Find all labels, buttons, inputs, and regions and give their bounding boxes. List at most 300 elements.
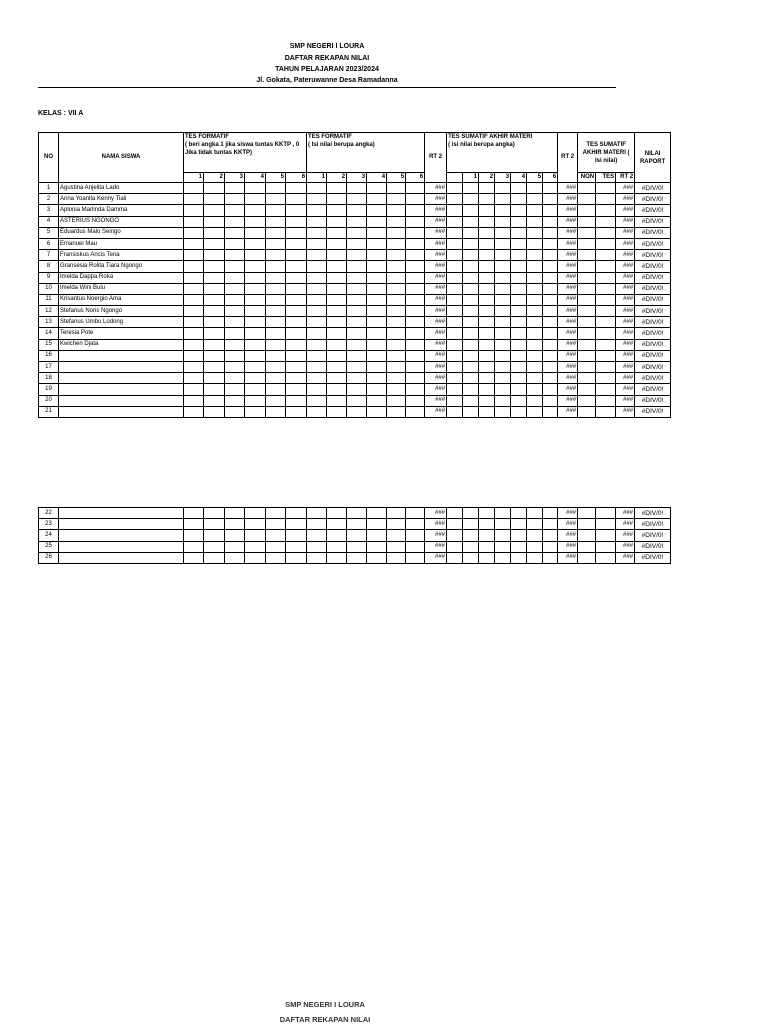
score-cell[interactable]	[511, 294, 527, 305]
score-cell[interactable]	[463, 205, 479, 216]
score-cell[interactable]	[225, 384, 245, 395]
non-tes-cell[interactable]	[578, 294, 596, 305]
tes-cell[interactable]	[596, 384, 616, 395]
non-tes-cell[interactable]	[578, 350, 596, 361]
score-cell[interactable]	[307, 283, 327, 294]
score-cell[interactable]	[495, 530, 511, 541]
non-tes-cell[interactable]	[578, 384, 596, 395]
score-cell[interactable]	[245, 238, 266, 249]
score-cell[interactable]	[479, 306, 495, 317]
score-cell[interactable]	[307, 350, 327, 361]
score-cell[interactable]	[387, 261, 406, 272]
score-cell[interactable]	[543, 541, 558, 552]
score-cell[interactable]	[266, 552, 286, 563]
score-cell[interactable]	[447, 350, 463, 361]
score-cell[interactable]	[204, 317, 225, 328]
score-cell[interactable]	[406, 238, 425, 249]
score-cell[interactable]	[527, 183, 543, 194]
score-cell[interactable]	[245, 194, 266, 205]
score-cell[interactable]	[286, 294, 307, 305]
score-cell[interactable]	[495, 250, 511, 261]
score-cell[interactable]	[367, 552, 387, 563]
score-cell[interactable]	[447, 328, 463, 339]
score-cell[interactable]	[406, 384, 425, 395]
score-cell[interactable]	[327, 317, 347, 328]
score-cell[interactable]	[286, 328, 307, 339]
score-cell[interactable]	[406, 362, 425, 373]
score-cell[interactable]	[204, 373, 225, 384]
score-cell[interactable]	[347, 519, 367, 530]
score-cell[interactable]	[245, 373, 266, 384]
score-cell[interactable]	[347, 283, 367, 294]
score-cell[interactable]	[511, 205, 527, 216]
score-cell[interactable]	[495, 306, 511, 317]
score-cell[interactable]	[543, 552, 558, 563]
non-tes-cell[interactable]	[578, 395, 596, 406]
score-cell[interactable]	[511, 227, 527, 238]
score-cell[interactable]	[511, 350, 527, 361]
score-cell[interactable]	[511, 552, 527, 563]
score-cell[interactable]	[463, 530, 479, 541]
score-cell[interactable]	[307, 250, 327, 261]
score-cell[interactable]	[327, 306, 347, 317]
score-cell[interactable]	[527, 373, 543, 384]
score-cell[interactable]	[495, 373, 511, 384]
score-cell[interactable]	[463, 541, 479, 552]
score-cell[interactable]	[479, 261, 495, 272]
score-cell[interactable]	[367, 250, 387, 261]
score-cell[interactable]	[543, 250, 558, 261]
score-cell[interactable]	[184, 205, 204, 216]
score-cell[interactable]	[543, 519, 558, 530]
score-cell[interactable]	[543, 272, 558, 283]
score-cell[interactable]	[527, 261, 543, 272]
score-cell[interactable]	[511, 194, 527, 205]
non-tes-cell[interactable]	[578, 216, 596, 227]
score-cell[interactable]	[286, 183, 307, 194]
tes-cell[interactable]	[596, 395, 616, 406]
score-cell[interactable]	[225, 373, 245, 384]
score-cell[interactable]	[387, 362, 406, 373]
score-cell[interactable]	[266, 294, 286, 305]
score-cell[interactable]	[327, 205, 347, 216]
score-cell[interactable]	[266, 406, 286, 417]
score-cell[interactable]	[245, 406, 266, 417]
score-cell[interactable]	[307, 395, 327, 406]
score-cell[interactable]	[447, 250, 463, 261]
score-cell[interactable]	[447, 541, 463, 552]
score-cell[interactable]	[225, 250, 245, 261]
tes-cell[interactable]	[596, 250, 616, 261]
score-cell[interactable]	[184, 350, 204, 361]
score-cell[interactable]	[286, 227, 307, 238]
tes-cell[interactable]	[596, 508, 616, 519]
score-cell[interactable]	[543, 406, 558, 417]
score-cell[interactable]	[307, 294, 327, 305]
score-cell[interactable]	[204, 272, 225, 283]
score-cell[interactable]	[204, 362, 225, 373]
score-cell[interactable]	[479, 508, 495, 519]
score-cell[interactable]	[543, 194, 558, 205]
score-cell[interactable]	[463, 194, 479, 205]
score-cell[interactable]	[447, 261, 463, 272]
score-cell[interactable]	[495, 362, 511, 373]
score-cell[interactable]	[495, 261, 511, 272]
score-cell[interactable]	[266, 530, 286, 541]
score-cell[interactable]	[527, 216, 543, 227]
score-cell[interactable]	[406, 395, 425, 406]
score-cell[interactable]	[347, 508, 367, 519]
score-cell[interactable]	[266, 395, 286, 406]
score-cell[interactable]	[495, 350, 511, 361]
score-cell[interactable]	[245, 283, 266, 294]
score-cell[interactable]	[245, 508, 266, 519]
score-cell[interactable]	[527, 227, 543, 238]
score-cell[interactable]	[479, 384, 495, 395]
score-cell[interactable]	[266, 541, 286, 552]
score-cell[interactable]	[347, 294, 367, 305]
score-cell[interactable]	[543, 530, 558, 541]
score-cell[interactable]	[327, 183, 347, 194]
score-cell[interactable]	[245, 384, 266, 395]
score-cell[interactable]	[387, 328, 406, 339]
score-cell[interactable]	[479, 395, 495, 406]
score-cell[interactable]	[347, 194, 367, 205]
score-cell[interactable]	[327, 373, 347, 384]
score-cell[interactable]	[406, 339, 425, 350]
score-cell[interactable]	[463, 227, 479, 238]
score-cell[interactable]	[225, 216, 245, 227]
score-cell[interactable]	[463, 339, 479, 350]
score-cell[interactable]	[447, 317, 463, 328]
score-cell[interactable]	[307, 227, 327, 238]
score-cell[interactable]	[327, 216, 347, 227]
score-cell[interactable]	[463, 552, 479, 563]
score-cell[interactable]	[266, 227, 286, 238]
score-cell[interactable]	[406, 519, 425, 530]
score-cell[interactable]	[184, 384, 204, 395]
score-cell[interactable]	[327, 328, 347, 339]
score-cell[interactable]	[387, 384, 406, 395]
tes-cell[interactable]	[596, 541, 616, 552]
score-cell[interactable]	[367, 395, 387, 406]
score-cell[interactable]	[347, 216, 367, 227]
score-cell[interactable]	[184, 250, 204, 261]
score-cell[interactable]	[184, 552, 204, 563]
score-cell[interactable]	[184, 272, 204, 283]
score-cell[interactable]	[327, 339, 347, 350]
score-cell[interactable]	[463, 317, 479, 328]
score-cell[interactable]	[406, 552, 425, 563]
score-cell[interactable]	[327, 395, 347, 406]
score-cell[interactable]	[347, 238, 367, 249]
score-cell[interactable]	[447, 238, 463, 249]
score-cell[interactable]	[387, 508, 406, 519]
score-cell[interactable]	[184, 519, 204, 530]
score-cell[interactable]	[266, 306, 286, 317]
score-cell[interactable]	[406, 317, 425, 328]
score-cell[interactable]	[447, 283, 463, 294]
score-cell[interactable]	[327, 294, 347, 305]
score-cell[interactable]	[495, 339, 511, 350]
score-cell[interactable]	[527, 552, 543, 563]
score-cell[interactable]	[543, 317, 558, 328]
score-cell[interactable]	[387, 406, 406, 417]
score-cell[interactable]	[307, 216, 327, 227]
score-cell[interactable]	[479, 530, 495, 541]
score-cell[interactable]	[307, 261, 327, 272]
score-cell[interactable]	[387, 519, 406, 530]
score-cell[interactable]	[245, 272, 266, 283]
score-cell[interactable]	[527, 508, 543, 519]
score-cell[interactable]	[447, 216, 463, 227]
score-cell[interactable]	[387, 238, 406, 249]
score-cell[interactable]	[347, 272, 367, 283]
score-cell[interactable]	[204, 350, 225, 361]
non-tes-cell[interactable]	[578, 552, 596, 563]
score-cell[interactable]	[286, 406, 307, 417]
score-cell[interactable]	[479, 339, 495, 350]
score-cell[interactable]	[204, 294, 225, 305]
non-tes-cell[interactable]	[578, 328, 596, 339]
score-cell[interactable]	[463, 238, 479, 249]
score-cell[interactable]	[495, 283, 511, 294]
score-cell[interactable]	[347, 227, 367, 238]
score-cell[interactable]	[286, 530, 307, 541]
score-cell[interactable]	[245, 552, 266, 563]
score-cell[interactable]	[184, 216, 204, 227]
score-cell[interactable]	[406, 294, 425, 305]
non-tes-cell[interactable]	[578, 406, 596, 417]
score-cell[interactable]	[245, 395, 266, 406]
score-cell[interactable]	[543, 261, 558, 272]
score-cell[interactable]	[286, 205, 307, 216]
non-tes-cell[interactable]	[578, 519, 596, 530]
score-cell[interactable]	[204, 283, 225, 294]
score-cell[interactable]	[225, 530, 245, 541]
score-cell[interactable]	[367, 294, 387, 305]
score-cell[interactable]	[527, 519, 543, 530]
score-cell[interactable]	[527, 238, 543, 249]
score-cell[interactable]	[495, 508, 511, 519]
score-cell[interactable]	[184, 373, 204, 384]
score-cell[interactable]	[543, 339, 558, 350]
score-cell[interactable]	[245, 216, 266, 227]
score-cell[interactable]	[327, 384, 347, 395]
score-cell[interactable]	[286, 384, 307, 395]
score-cell[interactable]	[367, 272, 387, 283]
non-tes-cell[interactable]	[578, 261, 596, 272]
score-cell[interactable]	[184, 238, 204, 249]
score-cell[interactable]	[367, 339, 387, 350]
score-cell[interactable]	[406, 541, 425, 552]
score-cell[interactable]	[447, 552, 463, 563]
score-cell[interactable]	[367, 384, 387, 395]
score-cell[interactable]	[511, 317, 527, 328]
score-cell[interactable]	[225, 350, 245, 361]
score-cell[interactable]	[463, 350, 479, 361]
score-cell[interactable]	[479, 519, 495, 530]
non-tes-cell[interactable]	[578, 373, 596, 384]
score-cell[interactable]	[367, 194, 387, 205]
score-cell[interactable]	[479, 406, 495, 417]
score-cell[interactable]	[511, 272, 527, 283]
score-cell[interactable]	[406, 272, 425, 283]
score-cell[interactable]	[447, 508, 463, 519]
tes-cell[interactable]	[596, 339, 616, 350]
score-cell[interactable]	[347, 406, 367, 417]
score-cell[interactable]	[286, 350, 307, 361]
score-cell[interactable]	[495, 216, 511, 227]
score-cell[interactable]	[479, 350, 495, 361]
score-cell[interactable]	[543, 283, 558, 294]
score-cell[interactable]	[463, 294, 479, 305]
score-cell[interactable]	[387, 530, 406, 541]
score-cell[interactable]	[447, 395, 463, 406]
score-cell[interactable]	[463, 261, 479, 272]
score-cell[interactable]	[479, 283, 495, 294]
non-tes-cell[interactable]	[578, 283, 596, 294]
score-cell[interactable]	[347, 362, 367, 373]
score-cell[interactable]	[511, 362, 527, 373]
score-cell[interactable]	[495, 384, 511, 395]
non-tes-cell[interactable]	[578, 183, 596, 194]
non-tes-cell[interactable]	[578, 250, 596, 261]
score-cell[interactable]	[225, 508, 245, 519]
score-cell[interactable]	[266, 519, 286, 530]
score-cell[interactable]	[225, 294, 245, 305]
score-cell[interactable]	[327, 541, 347, 552]
score-cell[interactable]	[406, 183, 425, 194]
score-cell[interactable]	[245, 250, 266, 261]
score-cell[interactable]	[447, 294, 463, 305]
score-cell[interactable]	[347, 261, 367, 272]
score-cell[interactable]	[266, 205, 286, 216]
score-cell[interactable]	[266, 328, 286, 339]
score-cell[interactable]	[406, 508, 425, 519]
score-cell[interactable]	[184, 541, 204, 552]
tes-cell[interactable]	[596, 530, 616, 541]
score-cell[interactable]	[225, 395, 245, 406]
score-cell[interactable]	[266, 339, 286, 350]
score-cell[interactable]	[225, 238, 245, 249]
score-cell[interactable]	[286, 362, 307, 373]
score-cell[interactable]	[347, 306, 367, 317]
score-cell[interactable]	[307, 541, 327, 552]
score-cell[interactable]	[511, 328, 527, 339]
score-cell[interactable]	[479, 362, 495, 373]
score-cell[interactable]	[204, 328, 225, 339]
score-cell[interactable]	[406, 350, 425, 361]
score-cell[interactable]	[225, 183, 245, 194]
score-cell[interactable]	[204, 238, 225, 249]
score-cell[interactable]	[327, 519, 347, 530]
score-cell[interactable]	[184, 317, 204, 328]
score-cell[interactable]	[511, 250, 527, 261]
score-cell[interactable]	[367, 530, 387, 541]
score-cell[interactable]	[479, 272, 495, 283]
score-cell[interactable]	[367, 362, 387, 373]
score-cell[interactable]	[387, 306, 406, 317]
score-cell[interactable]	[447, 519, 463, 530]
non-tes-cell[interactable]	[578, 362, 596, 373]
score-cell[interactable]	[543, 328, 558, 339]
score-cell[interactable]	[463, 272, 479, 283]
score-cell[interactable]	[245, 294, 266, 305]
score-cell[interactable]	[245, 205, 266, 216]
score-cell[interactable]	[406, 205, 425, 216]
score-cell[interactable]	[387, 250, 406, 261]
score-cell[interactable]	[367, 406, 387, 417]
score-cell[interactable]	[447, 373, 463, 384]
score-cell[interactable]	[307, 317, 327, 328]
score-cell[interactable]	[184, 530, 204, 541]
score-cell[interactable]	[266, 373, 286, 384]
score-cell[interactable]	[387, 272, 406, 283]
score-cell[interactable]	[479, 250, 495, 261]
score-cell[interactable]	[266, 250, 286, 261]
score-cell[interactable]	[463, 183, 479, 194]
score-cell[interactable]	[447, 183, 463, 194]
score-cell[interactable]	[495, 541, 511, 552]
score-cell[interactable]	[495, 238, 511, 249]
score-cell[interactable]	[406, 406, 425, 417]
score-cell[interactable]	[511, 238, 527, 249]
score-cell[interactable]	[367, 261, 387, 272]
score-cell[interactable]	[347, 373, 367, 384]
score-cell[interactable]	[225, 194, 245, 205]
score-cell[interactable]	[347, 205, 367, 216]
score-cell[interactable]	[511, 395, 527, 406]
score-cell[interactable]	[184, 306, 204, 317]
score-cell[interactable]	[406, 530, 425, 541]
score-cell[interactable]	[327, 227, 347, 238]
score-cell[interactable]	[225, 552, 245, 563]
tes-cell[interactable]	[596, 294, 616, 305]
score-cell[interactable]	[527, 339, 543, 350]
score-cell[interactable]	[307, 519, 327, 530]
score-cell[interactable]	[266, 317, 286, 328]
score-cell[interactable]	[527, 406, 543, 417]
score-cell[interactable]	[543, 216, 558, 227]
score-cell[interactable]	[266, 283, 286, 294]
score-cell[interactable]	[307, 328, 327, 339]
score-cell[interactable]	[511, 519, 527, 530]
score-cell[interactable]	[307, 306, 327, 317]
non-tes-cell[interactable]	[578, 339, 596, 350]
score-cell[interactable]	[286, 194, 307, 205]
score-cell[interactable]	[327, 238, 347, 249]
score-cell[interactable]	[495, 406, 511, 417]
score-cell[interactable]	[463, 519, 479, 530]
score-cell[interactable]	[367, 283, 387, 294]
score-cell[interactable]	[367, 317, 387, 328]
score-cell[interactable]	[367, 227, 387, 238]
score-cell[interactable]	[463, 328, 479, 339]
score-cell[interactable]	[495, 227, 511, 238]
score-cell[interactable]	[286, 283, 307, 294]
score-cell[interactable]	[479, 541, 495, 552]
score-cell[interactable]	[307, 384, 327, 395]
score-cell[interactable]	[511, 283, 527, 294]
score-cell[interactable]	[367, 205, 387, 216]
score-cell[interactable]	[327, 261, 347, 272]
score-cell[interactable]	[286, 508, 307, 519]
score-cell[interactable]	[447, 530, 463, 541]
non-tes-cell[interactable]	[578, 317, 596, 328]
score-cell[interactable]	[266, 272, 286, 283]
score-cell[interactable]	[307, 205, 327, 216]
